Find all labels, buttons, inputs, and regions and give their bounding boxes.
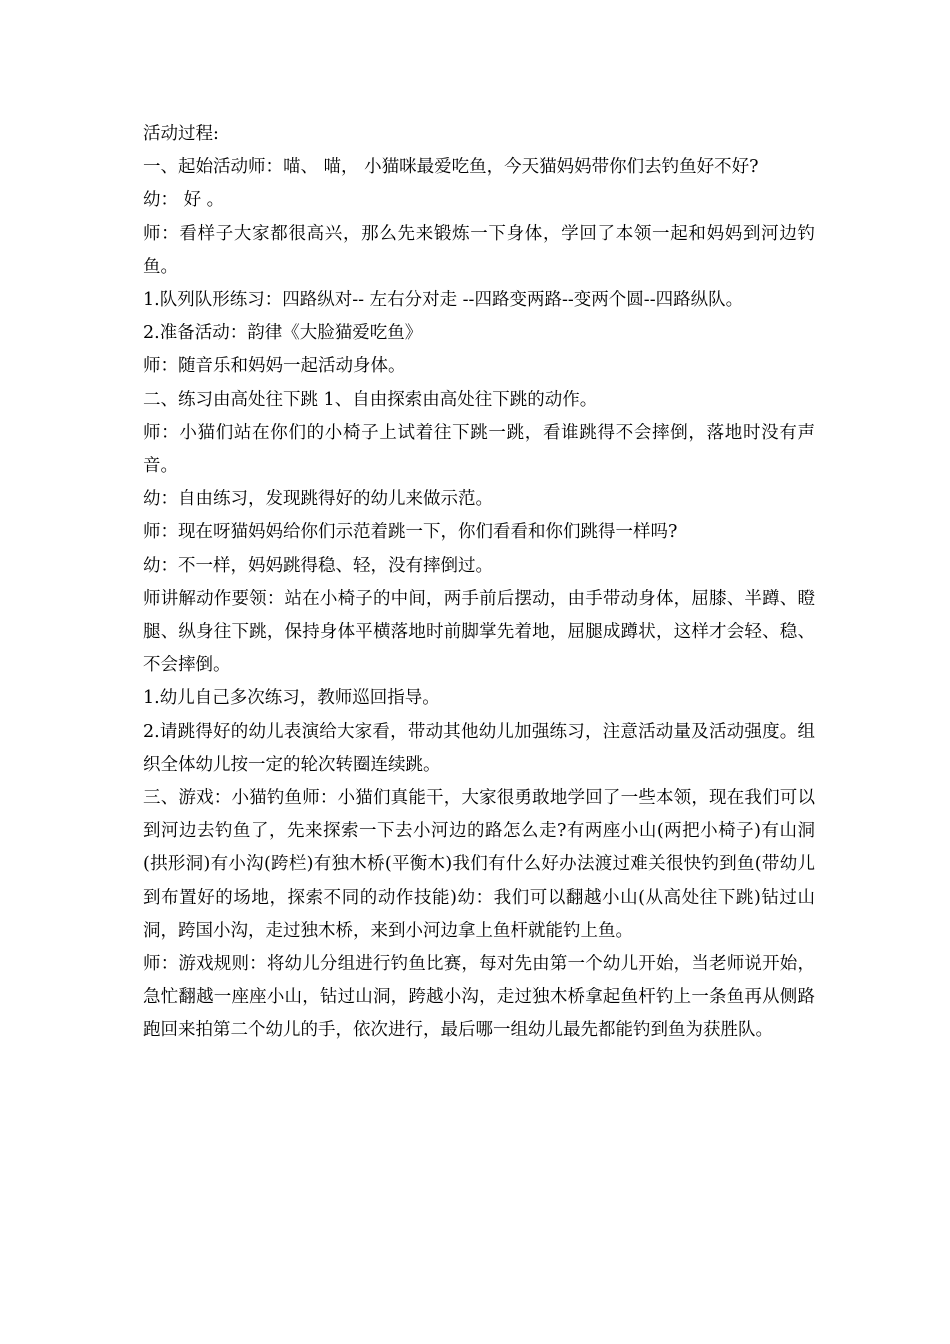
- paragraph-free-practice: 幼：自由练习，发现跳得好的幼儿来做示范。: [143, 489, 493, 510]
- paragraph-child-reply: 幼： 好 。: [143, 190, 225, 211]
- paragraph-movement-essentials: 师讲解动作要领：站在小椅子的中间，两手前后摆动，由手带动身体，屈膝、半蹲、瞪腿、纵身往下跳，保持身体平横落地时前脚掌先着地，屈腿成蹲状，这样才会轻、稳、不会摔倒。: [143, 588, 815, 676]
- paragraph-opening-activity: 一、起始活动师：喵、 喵， 小猫咪最爱吃鱼，今天猫妈妈带你们去钓鱼好不好?: [143, 157, 759, 178]
- paragraph-music-activity: 师：随音乐和妈妈一起活动身体。: [143, 356, 406, 377]
- paragraph-teacher-chair-jump: 师：小猫们站在你们的小椅子上试着往下跳一跳，看谁跳得不会摔倒，落地时没有声音。: [143, 422, 815, 477]
- paragraph-fishing-game: 三、游戏：小猫钓鱼师：小猫们真能干，大家很勇敢地学回了一些本领，现在我们可以到河边去钓鱼了，先来探索一下去小河边的路怎么走?有两座小山(两把小椅子)有山洞(拱形洞)有小沟(跨栏)有独木桥(平衡木)我们有什么好办法渡过难关很快钓到鱼(带幼儿到布置好的场地，探索不同的动作技能)幼：我们可以翻越小山(从高处往下跳)钻过山洞，跨国小沟，走过独木桥，来到小河边拿上鱼杆就能钓上鱼。: [143, 788, 815, 941]
- paragraph-preparation: 2.准备活动：韵律《大脸猫爱吃鱼》: [143, 323, 423, 344]
- paragraph-performance: 2.请跳得好的幼儿表演给大家看，带动其他幼儿加强练习，注意活动量及活动强度。组织全体幼儿按一定的轮次转圈连续跳。: [143, 721, 815, 775]
- paragraph-game-rules: 师：游戏规则：将幼儿分组进行钓鱼比赛，每对先由第一个幼儿开始，当老师说开始，急忙翻越一座座小山，钻过山洞，跨越小沟，走过独木桥拿起鱼杆钓上一条鱼再从侧路跑回来拍第二个幼儿的手，依次进行，最后哪一组幼儿最先都能钓到鱼为获胜队。: [143, 954, 815, 1041]
- paragraph-child-observation: 幼：不一样，妈妈跳得稳、轻，没有摔倒过。: [143, 555, 493, 576]
- paragraph-jump-practice: 二、练习由高处往下跳 1、自由探索由高处往下跳的动作。: [143, 389, 598, 410]
- paragraph-teacher-warmup: 师：看样子大家都很高兴，那么先来锻炼一下身体，学回了本领一起和妈妈到河边钓鱼。: [143, 223, 815, 277]
- paragraph-teacher-demo: 师：现在呀猫妈妈给你们示范着跳一下，你们看看和你们跳得一样吗?: [143, 522, 678, 543]
- paragraph-formation-drill: 1.队列队形练习：四路纵对-- 左右分对走 --四路变两路--变两个圆--四路纵队。: [143, 290, 744, 311]
- paragraph-section-heading: 活动过程:: [143, 124, 219, 144]
- paragraph-repeated-practice: 1.幼儿自己多次练习，教师巡回指导。: [143, 688, 440, 709]
- document-body: [143, 118, 815, 1048]
